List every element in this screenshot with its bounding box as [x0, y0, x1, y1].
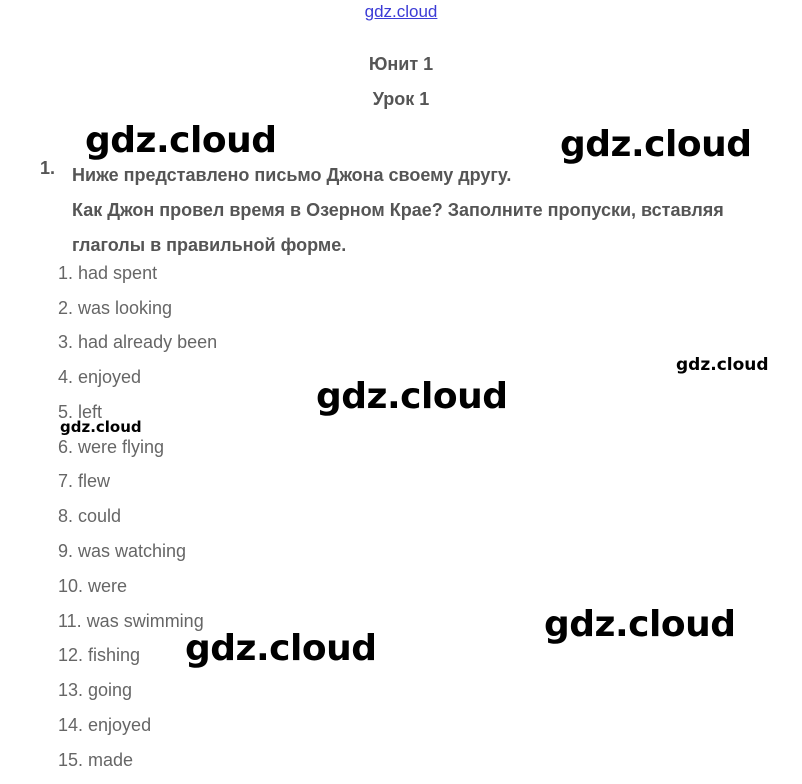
- lesson-title: Урок 1: [372, 89, 430, 109]
- unit-title: Юнит 1: [368, 54, 434, 74]
- watermark: gdz.cloud: [316, 376, 508, 417]
- answer-item: 3. had already been: [58, 332, 218, 352]
- task-line: Ниже представлено письмо Джона своему другу.: [72, 165, 512, 185]
- watermark: gdz.cloud: [676, 355, 769, 375]
- answer-item: 8. could: [58, 506, 122, 526]
- task-line: Как Джон провел время в Озерном Крае? Заполните пропуски, вставляя: [72, 200, 724, 220]
- task-number: 1.: [40, 158, 56, 178]
- watermark: gdz.cloud: [544, 604, 736, 645]
- answer-item: 6. were flying: [58, 437, 165, 457]
- task-instructions: [72, 158, 802, 263]
- site-link[interactable]: gdz.cloud: [364, 2, 438, 21]
- answer-item: 14. enjoyed: [58, 715, 152, 735]
- answer-item: 2. was looking: [58, 298, 173, 318]
- answer-item: 13. going: [58, 680, 133, 700]
- answer-item: 5. left: [58, 402, 103, 422]
- task-line: глаголы в правильной форме.: [72, 235, 347, 255]
- watermark: gdz.cloud: [85, 120, 277, 161]
- answer-item: 11. was swimming: [58, 611, 204, 631]
- watermark: gdz.cloud: [560, 124, 752, 165]
- answer-item: 4. enjoyed: [58, 367, 142, 387]
- watermark: gdz.cloud: [60, 418, 142, 436]
- answer-item: 12. fishing: [58, 645, 141, 665]
- watermark: gdz.cloud: [185, 628, 377, 669]
- answer-item: 7. flew: [58, 471, 111, 491]
- answer-item: 9. was watching: [58, 541, 187, 561]
- answer-item: 1. had spent: [58, 263, 158, 283]
- answer-item: 10. were: [58, 576, 128, 596]
- answer-item: 15. made: [58, 750, 134, 770]
